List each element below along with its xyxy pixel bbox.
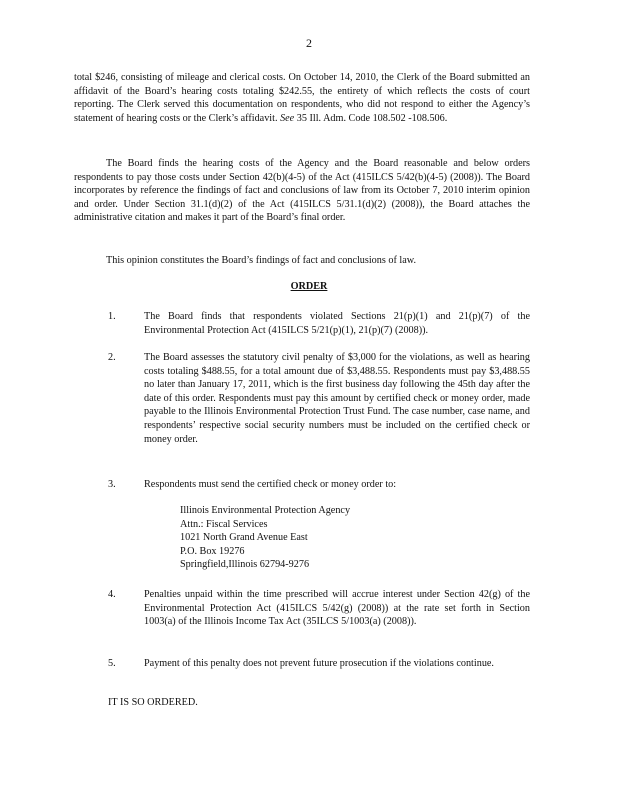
address-line: 1021 North Grand Avenue East [180, 532, 308, 544]
order-item-number: 5. [108, 658, 116, 669]
citation: 35 Ill. Adm. Code 108.502 -108.506. [296, 112, 448, 124]
order-item [108, 478, 530, 492]
order-heading: ORDER [290, 281, 328, 292]
order-item-text: The Board assesses the statutory civil penalty of $3,000 for the violations, as well as hearing costs totaling $488.55, for a total amount due of $3,488.55. Respondents must pay $3,488.55 no later than January 17, 2011, which is the first business day following the 45th day after the date of this order. Respondents must pay this amount by certified check or money order, made payable to the Illinois Environmental Protection Trust Fund. The case number, case name, and respondents’ respective social security numbers must be included on the certified check or money order. [144, 352, 530, 445]
address-line: Attn.: Fiscal Services [180, 518, 268, 530]
order-item [108, 351, 530, 446]
order-item [108, 588, 530, 629]
order-item-number: 3. [108, 479, 116, 490]
paragraph-opinion-statement: This opinion constitutes the Board’s findings of fact and conclusions of law. [106, 255, 417, 266]
address-line: Illinois Environmental Protection Agency [180, 505, 351, 516]
page-number: 2 [306, 36, 312, 50]
order-item [108, 310, 530, 337]
order-item [108, 657, 530, 671]
address-line: Springfield,Illinois 62794-9276 [180, 559, 310, 571]
see-signal: See [280, 112, 295, 124]
order-item-text: Penalties unpaid within the time prescribed will accrue interest under Section 42(g) of the Environmental Protection Act (415ILCS 5/42(g) (2008)) at the rate set forth in Section 1003(a) of the Illinois Income Tax Act (35ILCS 5/1003(a) (2008)). [144, 589, 530, 628]
mailing-address [180, 504, 350, 572]
order-item-number: 4. [108, 589, 116, 600]
paragraph-hearing-costs [74, 71, 530, 125]
order-item-text: The Board finds that respondents violated Sections 21(p)(1) and 21(p)(7) of the Environmental Protection Act (415ILCS 5/21(p)(1), 21(p)(7) (2008)). [144, 311, 530, 336]
paragraph-hearing-costs-text: total $246, consisting of mileage and clerical costs. On October 14, 2010, the Clerk of the Board submitted an affidavit of the Board’s hearing costs totaling $242.55, the entirety of which reflects the costs of court reporting. The Clerk served this documentation on respondents, who did not respond to either the Agency’s statement of hearing costs or the Clerk’s affidavit. [74, 72, 530, 124]
order-item-number: 2. [108, 352, 116, 363]
order-item-text: Respondents must send the certified check or money order to: [144, 479, 397, 490]
address-line: P.O. Box 19276 [180, 545, 245, 557]
closing-statement: IT IS SO ORDERED. [108, 697, 198, 708]
paragraph-board-finds: The Board finds the hearing costs of the Agency and the Board reasonable and below orders respondents to pay those costs under Section 42(b)(4-5) of the Act (415ILCS 5/42(b)(4-5) (2008)). The Board incorporates by reference the findings of fact and conclusions of law from its October 7, 2010 interim opinion and order. Under Section 31.1(d)(2) of the Act (415ILCS 5/31.1(d)(2) (2008)), the Board attaches the administrative citation and makes it part of the Board’s final order. [74, 158, 530, 224]
order-item-text: Payment of this penalty does not prevent future prosecution if the violations continue. [144, 658, 494, 669]
order-item-number: 1. [108, 311, 116, 322]
